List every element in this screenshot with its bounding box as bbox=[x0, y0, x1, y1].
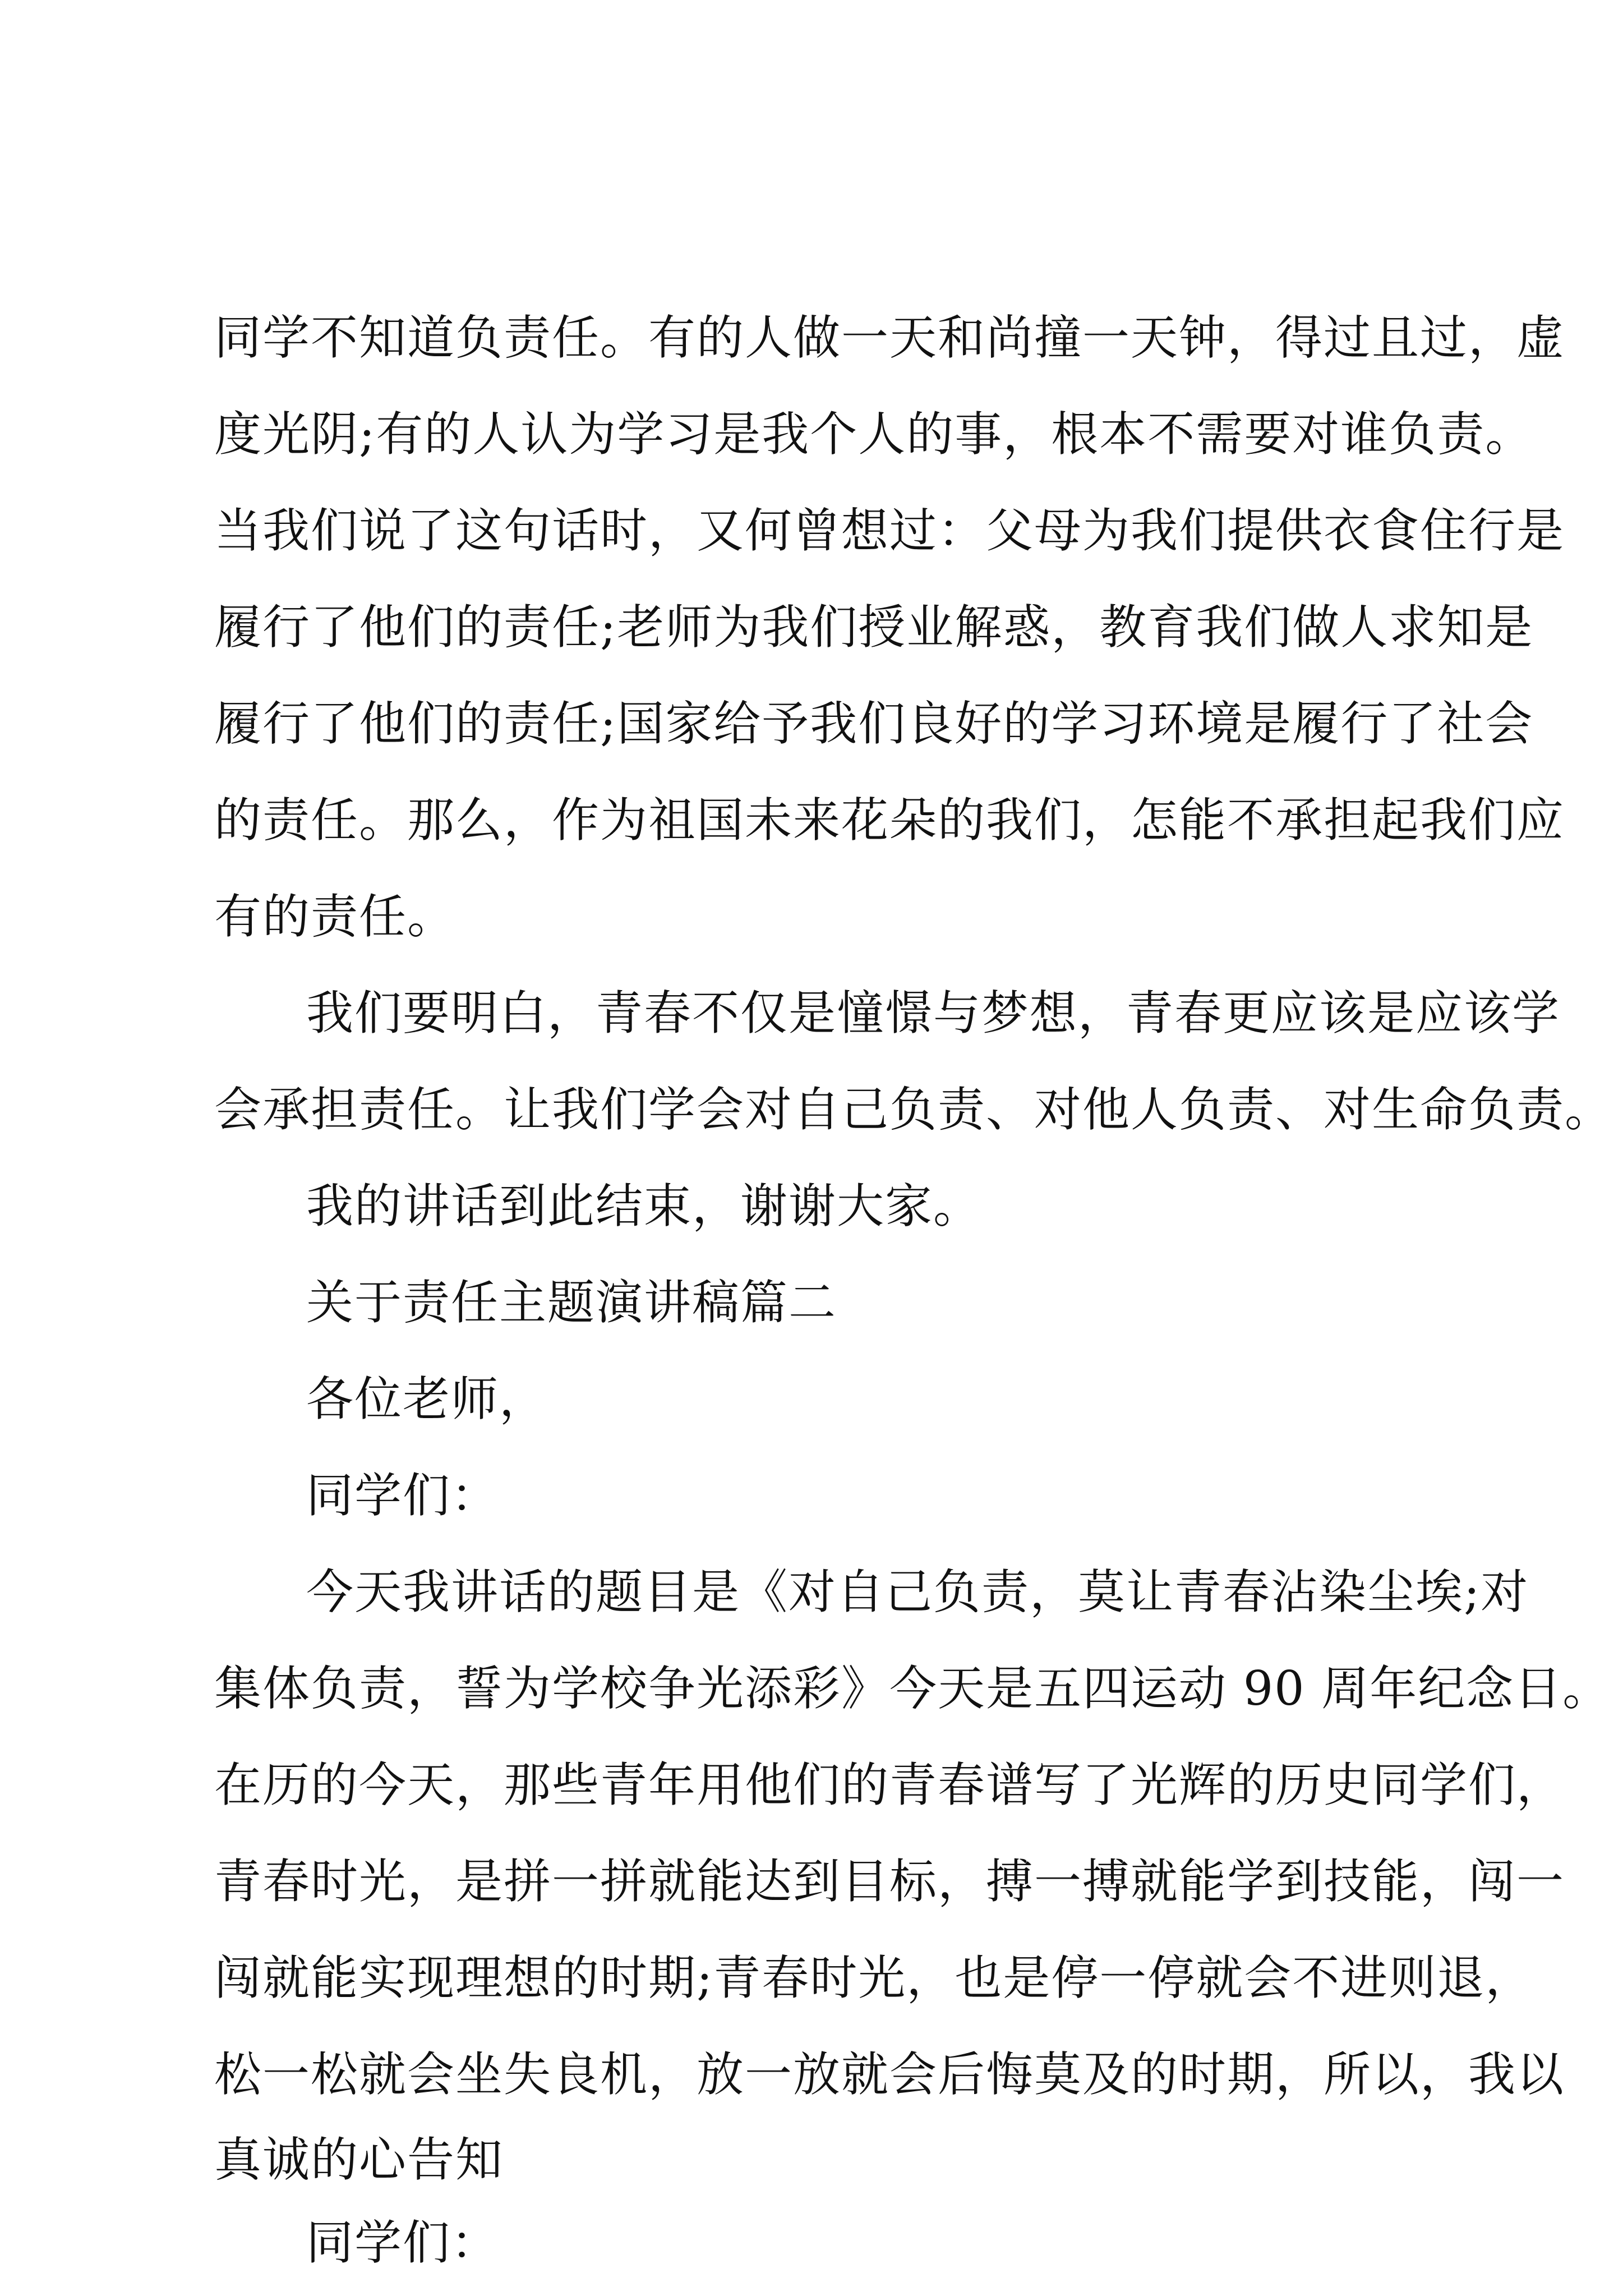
closing-line: 我的讲话到此结束，谢谢大家。 bbox=[306, 1179, 982, 1234]
text-line: 履行了他们的责任;国家给予我们良好的学习环境是履行了社会 bbox=[214, 696, 1534, 751]
text-line: 当我们说了这句话时，又何曾想过：父母为我们提供衣食住行是 bbox=[214, 503, 1565, 558]
text-line: 有的责任。 bbox=[214, 889, 456, 944]
text-line: 履行了他们的责任;老师为我们授业解惑，教育我们做人求知是 bbox=[214, 600, 1534, 655]
text-line: 同学不知道负责任。有的人做一天和尚撞一天钟，得过且过，虚 bbox=[214, 310, 1565, 365]
text-line: 青春时光，是拼一拼就能达到目标，搏一搏就能学到技能，闯一 bbox=[214, 1854, 1565, 1909]
text-line: 在历的今天，那些青年用他们的青春谱写了光辉的历史同学们， bbox=[214, 1757, 1565, 1812]
text-line: 闯就能实现理想的时期;青春时光，也是停一停就会不进则退， bbox=[214, 1950, 1534, 2005]
salutation-line: 同学们： bbox=[306, 1468, 500, 1523]
salutation-line: 各位老师， bbox=[306, 1372, 548, 1427]
section-heading: 关于责任主题演讲稿篇二 bbox=[306, 1275, 837, 1330]
text-line: 集体负责，誓为学校争光添彩》今天是五四运动 90 周年纪念日。 bbox=[214, 1661, 1611, 1716]
text-line: 的责任。那么，作为祖国未来花朵的我们，怎能不承担起我们应 bbox=[214, 793, 1565, 848]
paragraph-first-line: 我们要明白，青春不仅是憧憬与梦想，青春更应该是应该学 bbox=[306, 986, 1561, 1041]
text-line: 真诚的心告知 bbox=[214, 2132, 504, 2187]
text-line: 松一松就会坐失良机，放一放就会后悔莫及的时期，所以，我以 bbox=[214, 2047, 1565, 2102]
salutation-line: 同学们： bbox=[306, 2215, 500, 2270]
paragraph-first-line: 今天我讲话的题目是《对自己负责，莫让青春沾染尘埃;对 bbox=[306, 1565, 1529, 1619]
text-line: 会承担责任。让我们学会对自己负责、对他人负责、对生命负责。 bbox=[214, 1082, 1613, 1137]
text-line: 度光阴;有的人认为学习是我个人的事，根本不需要对谁负责。 bbox=[214, 407, 1534, 462]
